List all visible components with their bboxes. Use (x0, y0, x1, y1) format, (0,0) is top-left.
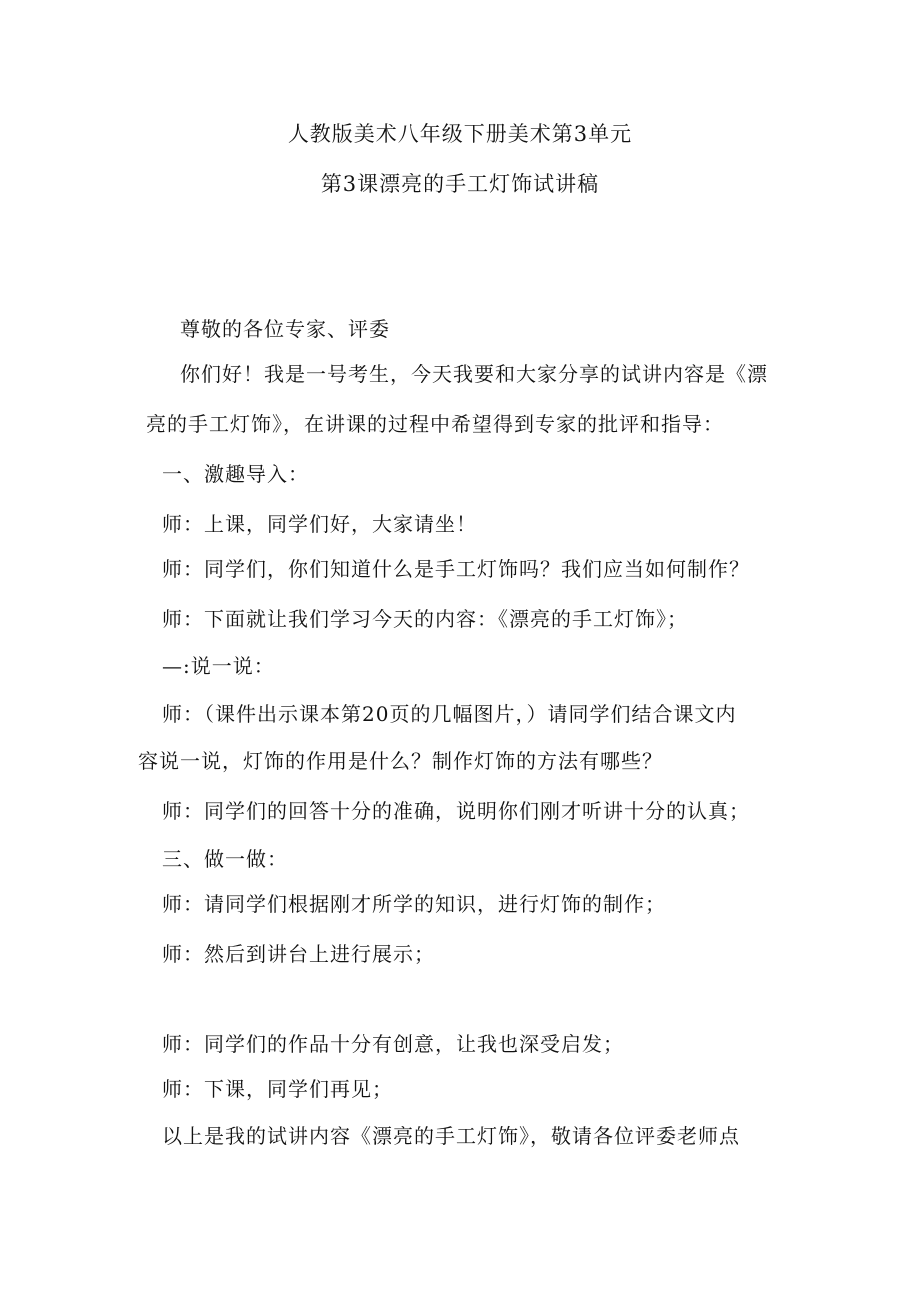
section-heading: 三、做一做： (162, 847, 288, 871)
paragraph-line: 师：（课件出示课本第20页的几幅图片，）请同学们结合课文内 (162, 702, 737, 726)
section-heading: —:说一说： (162, 654, 275, 678)
paragraph-line: 师：然后到讲台上进行展示； (162, 942, 435, 966)
document-title-line-1: 人教版美术八年级下册美术第3单元 (287, 122, 633, 146)
paragraph-line: 亮的手工灯饰》，在讲课的过程中希望得到专家的批评和指导： (146, 412, 724, 436)
paragraph-line: 容说一说，灯饰的作用是什么？制作灯饰的方法有哪些？ (138, 749, 663, 773)
paragraph-line: 师：同学们，你们知道什么是手工灯饰吗？我们应当如何制作？ (162, 557, 750, 581)
paragraph-line: 师：同学们的回答十分的准确，说明你们刚才听讲十分的认真； (162, 799, 750, 823)
paragraph-line: 师：下面就让我们学习今天的内容：《漂亮的手工灯饰》； (162, 607, 688, 631)
document-title-line-2: 第3课漂亮的手工灯饰试讲稿 (320, 172, 600, 196)
salutation: 尊敬的各位专家、评委 (180, 317, 390, 341)
paragraph-line: 你们好！我是一号考生，今天我要和大家分享的试讲内容是《漂 (180, 362, 768, 386)
paragraph-line: 以上是我的试讲内容《漂亮的手工灯饰》，敬请各位评委老师点 (162, 1124, 740, 1148)
paragraph-line: 师：下课，同学们再见； (162, 1077, 393, 1101)
paragraph-line: 师：上课，同学们好，大家请坐！ (162, 512, 477, 536)
paragraph-line: 师：同学们的作品十分有创意，让我也深受启发； (162, 1032, 624, 1056)
paragraph-line: 师：请同学们根据刚才所学的知识，进行灯饰的制作； (162, 892, 666, 916)
section-heading: 一、激趣导入： (162, 462, 309, 486)
